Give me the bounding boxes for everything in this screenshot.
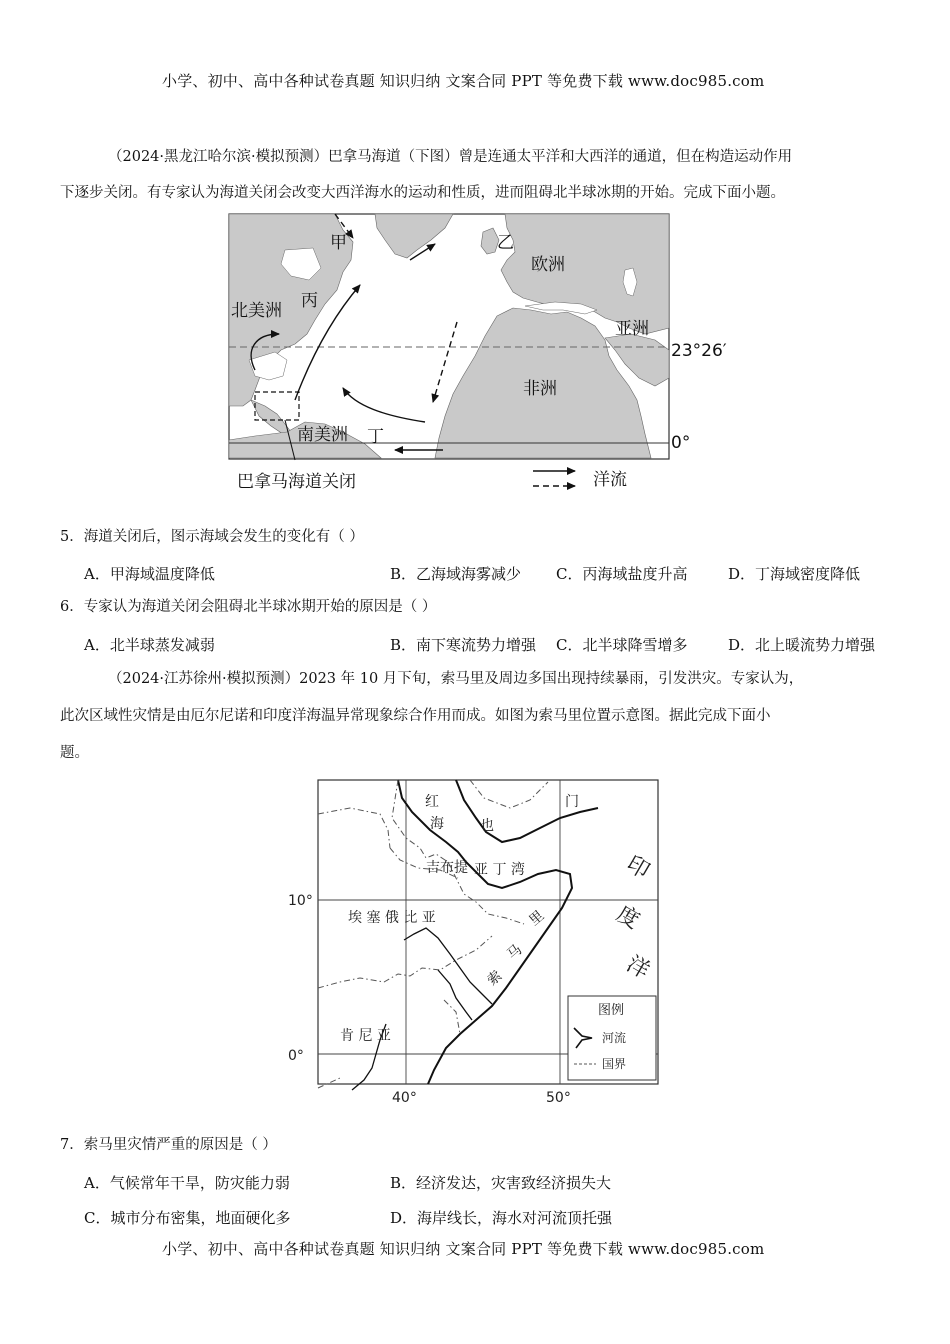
label-bing: 丙 <box>301 291 318 311</box>
q5-option-d[interactable]: D．丁海域密度降低 <box>728 565 861 583</box>
label-tropic-latitude: 23°26′ <box>671 341 727 361</box>
q7-stem: 7．索马里灾情严重的原因是（ ） <box>60 1137 277 1153</box>
intro1-line2: 下逐步关闭。有专家认为海道关闭会改变大西洋海水的运动和性质，进而阻碍北半球冰期的开始。完成下面小题。 <box>60 185 785 201</box>
label-equator-latitude: 0° <box>671 433 691 453</box>
label-djibouti: 吉布提 <box>426 860 468 876</box>
label-north-america: 北美洲 <box>231 301 282 321</box>
page-header: 小学、初中、高中各种试卷真题 知识归纳 文案合同 PPT 等免费下载 www.doc985.com <box>162 72 765 90</box>
q5-option-c[interactable]: C．丙海域盐度升高 <box>556 565 688 583</box>
q6-option-c[interactable]: C．北半球降雪增多 <box>556 636 688 654</box>
label-lon-50: 50° <box>546 1090 571 1106</box>
label-lon-40: 40° <box>392 1090 417 1106</box>
q6-option-d[interactable]: D．北上暖流势力增强 <box>728 636 876 654</box>
intro1-line1: （2024·黑龙江哈尔滨·模拟预测）巴拿马海道（下图）曾是连通太平洋和大西洋的通道，但在构造运动作用 <box>108 149 793 165</box>
q6-option-b[interactable]: B．南下寒流势力增强 <box>390 636 537 654</box>
label-europe: 欧洲 <box>531 255 565 275</box>
atlantic-current-map <box>225 210 727 500</box>
legend-river: 河流 <box>602 1031 627 1045</box>
legend-current-label: 洋流 <box>593 470 627 490</box>
label-gulf-of-aden: 亚 丁 湾 <box>474 862 525 878</box>
q7-option-b[interactable]: B．经济发达，灾害致经济损失大 <box>390 1174 612 1192</box>
label-somalia-2: 马 <box>504 941 526 964</box>
label-lat-0: 0° <box>288 1048 304 1064</box>
label-red-sea-1: 红 <box>425 794 439 810</box>
label-ocean-1: 印 <box>622 851 654 885</box>
q6-option-a[interactable]: A．北半球蒸发减弱 <box>84 636 215 654</box>
label-south-america: 南美洲 <box>297 425 348 445</box>
intro2-line2: 此次区域性灾情是由厄尔尼诺和印度洋海温异常现象综合作用而成。如图为索马里位置示意图。据此完成下面小 <box>60 708 771 724</box>
label-asia: 亚洲 <box>615 319 649 339</box>
label-ding: 丁 <box>367 427 384 447</box>
label-yemen-2: 门 <box>565 794 579 810</box>
map1-caption: 巴拿马海道关闭 <box>237 472 356 492</box>
label-africa: 非洲 <box>523 379 557 399</box>
label-kenya: 肯 尼 亚 <box>340 1028 391 1044</box>
map2-legend <box>568 996 656 1080</box>
q5-option-b[interactable]: B．乙海域海雾减少 <box>390 565 522 583</box>
label-jia: 甲 <box>330 233 347 253</box>
label-somalia-3: 里 <box>526 907 548 930</box>
label-red-sea-2: 海 <box>430 816 444 832</box>
legend-title: 图例 <box>598 1003 625 1018</box>
intro2-line3: 题。 <box>60 745 89 761</box>
label-yemen-1: 也 <box>480 818 494 834</box>
q7-option-a[interactable]: A．气候常年干旱，防灾能力弱 <box>84 1174 290 1192</box>
label-ocean-2: 度 <box>612 901 644 935</box>
label-ocean-3: 洋 <box>622 951 654 985</box>
q7-option-c[interactable]: C．城市分布密集，地面硬化多 <box>84 1209 291 1227</box>
label-lat-10: 10° <box>288 893 313 909</box>
intro2-line1: （2024·江苏徐州·模拟预测）2023 年 10 月下旬，索马里及周边多国出现持续暴雨，引发洪灾。专家认为， <box>108 671 804 687</box>
label-somalia-1: 索 <box>484 967 506 990</box>
q6-stem: 6．专家认为海道关闭会阻碍北半球冰期开始的原因是（ ） <box>60 599 437 615</box>
label-yi: 乙 <box>497 233 514 253</box>
q5-stem: 5．海道关闭后，图示海域会发生的变化有（ ） <box>60 529 364 545</box>
legend-border: 国界 <box>602 1057 627 1071</box>
q5-option-a[interactable]: A．甲海域温度降低 <box>84 565 215 583</box>
page-footer: 小学、初中、高中各种试卷真题 知识归纳 文案合同 PPT 等免费下载 www.doc985.com <box>162 1240 765 1258</box>
somalia-location-map <box>280 778 670 1110</box>
q7-option-d[interactable]: D．海岸线长，海水对河流顶托强 <box>390 1209 613 1227</box>
label-ethiopia: 埃 塞 俄 比 亚 <box>348 910 436 926</box>
